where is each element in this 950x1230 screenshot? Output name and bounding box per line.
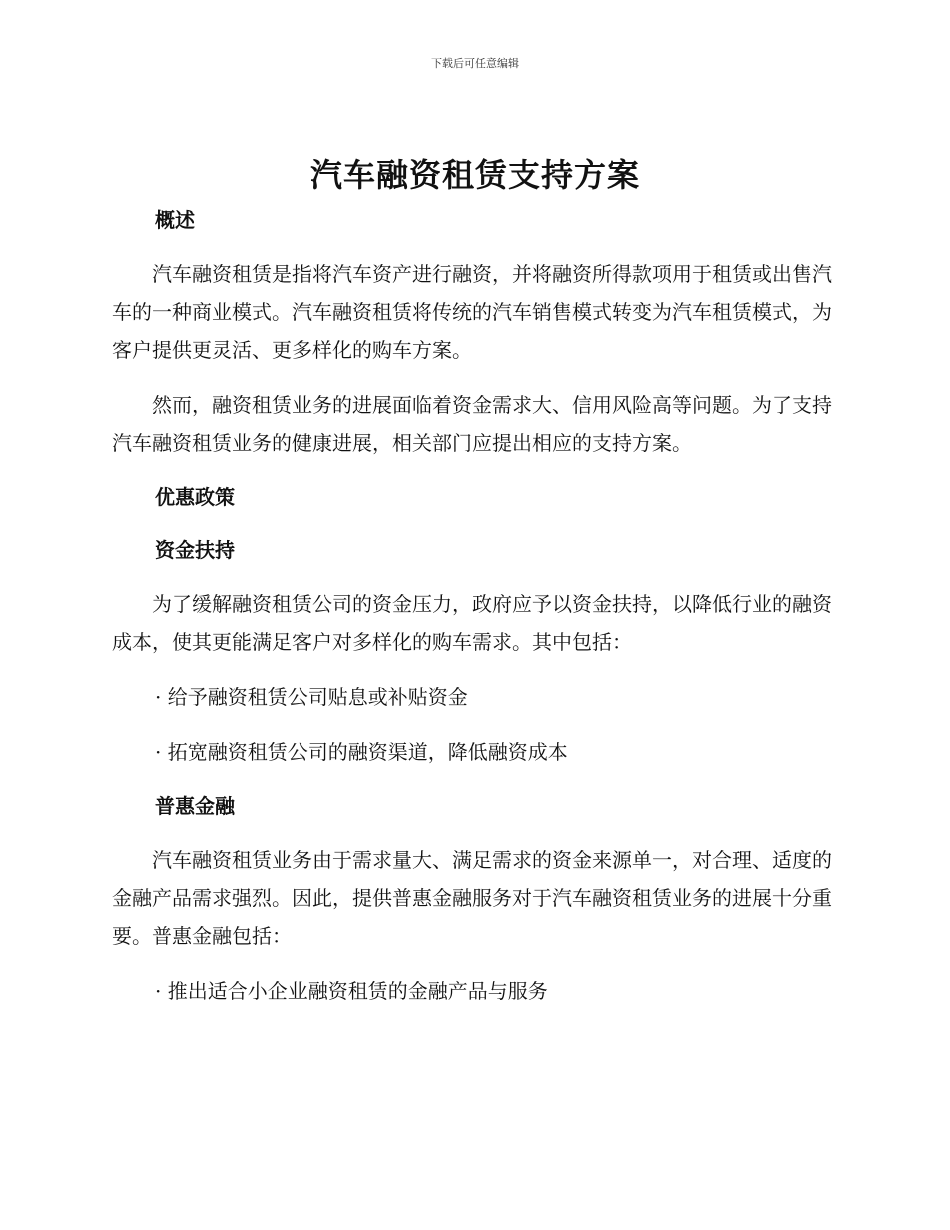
page-header-note: 下载后可任意编辑 [431,57,519,70]
section-heading-overview: 概述 [155,208,195,232]
paragraph-overview-2: 然而，融资租赁业务的进展面临着资金需求大、信用风险高等问题。为了支持汽车融资租赁业务的健康进展，相关部门应提出相应的支持方案。 [112,393,832,455]
bullet-funding-2: · 拓宽融资租赁公司的融资渠道，降低融资成本 [155,740,568,764]
document-body [112,202,832,1027]
bullet-inclusive-1: · 推出适合小企业融资租赁的金融产品与服务 [155,979,548,1003]
paragraph-overview-1: 汽车融资租赁是指将汽车资产进行融资，并将融资所得款项用于租赁或出售汽车的一种商业模式。汽车融资租赁将传统的汽车销售模式转变为汽车租赁模式，为客户提供更灵活、更多样化的购车方案。 [112,262,832,362]
section-heading-funding: 资金扶持 [155,538,235,562]
document-title: 汽车融资租赁支持方案 [309,156,640,194]
paragraph-inclusive-1: 汽车融资租赁业务由于需求量大、满足需求的资金来源单一，对合理、适度的金融产品需求强烈。因此，提供普惠金融服务对于汽车融资租赁业务的进展十分重要。普惠金融包括： [112,848,832,948]
paragraph-funding-1: 为了缓解融资租赁公司的资金压力，政府应予以资金扶持，以降低行业的融资成本，使其更能满足客户对多样化的购车需求。其中包括： [112,592,832,654]
bullet-funding-1: · 给予融资租赁公司贴息或补贴资金 [155,685,468,709]
section-heading-inclusive: 普惠金融 [155,794,235,818]
section-heading-policy: 优惠政策 [155,485,235,509]
